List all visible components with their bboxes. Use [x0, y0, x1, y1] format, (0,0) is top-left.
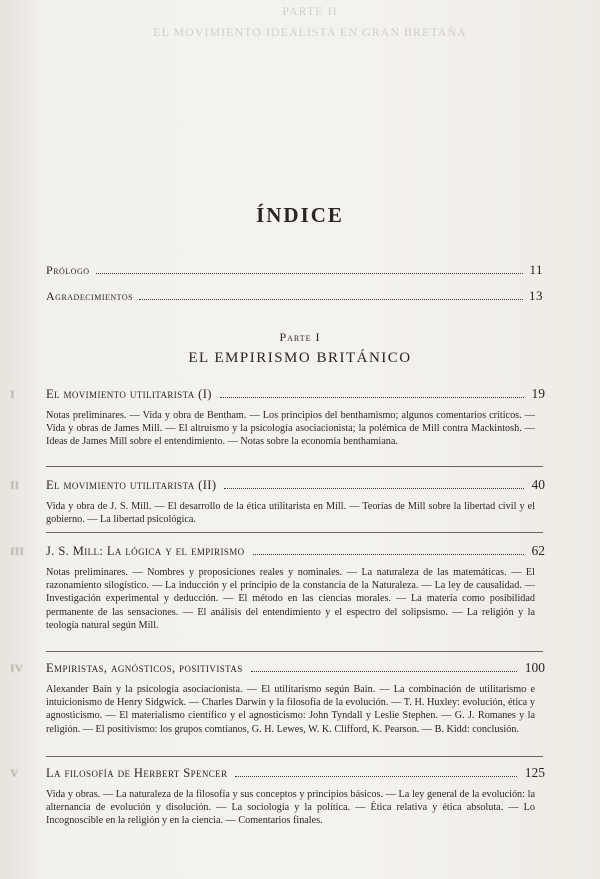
dot-leader: [253, 554, 524, 555]
chapter-entry: [10, 765, 545, 828]
front-matter-label: Agradecimientos: [46, 289, 134, 303]
chapter-title: El movimiento utilitarista (II): [46, 478, 217, 492]
chapter-page: 100: [524, 660, 545, 675]
index-title: ÍNDICE: [256, 203, 344, 227]
dot-leader: [224, 488, 523, 489]
chapter-entry: [10, 660, 545, 736]
chapter-page: 19: [531, 386, 545, 401]
divider: [46, 532, 543, 533]
dot-leader: [251, 671, 517, 672]
front-matter-label: Prólogo: [46, 263, 90, 277]
chapter-title: La filosofía de Herbert Spencer: [46, 766, 228, 780]
chapter-number: III: [10, 544, 25, 558]
chapter-entry: [10, 386, 545, 449]
chapter-summary: Alexander Bain y la psicología asociacionista. — El utilitarismo según Bain. — La combinación de utilitarismo e intuicionismo de Henry Sidgwick. — Charles Darwin y la filosofía de la evolución. — T. H. Huxley: evolución, ética y agnosticismo. — El materialismo científico y el agnosticismo: John Tyndall y Leslie Stephen. — G. J. Romanes y la religión. — El positivismo: los grupos comtianos, G. H. Lewes, W. K. Clifford, K. Pearson. — B. Kidd: conclusión.: [46, 684, 535, 735]
front-matter-page: 13: [529, 288, 543, 303]
divider: [46, 651, 543, 652]
dot-leader: [220, 397, 524, 398]
chapter-page: 62: [531, 543, 545, 558]
chapter-entry: [10, 543, 545, 632]
chapter-page: 125: [524, 765, 545, 780]
divider: [46, 466, 543, 467]
chapter-title: J. S. Mill: La lógica y el empirismo: [46, 544, 245, 558]
chapter-number: V: [10, 766, 19, 780]
chapter-summary: Vida y obra de J. S. Mill. — El desarrollo de la ética utilitarista en Mill. — Teorías de Mill sobre la libertad civil y el gobierno. — La libertad psicológica.: [46, 501, 535, 526]
front-matter-agradecimientos: [46, 288, 543, 304]
divider: [46, 756, 543, 757]
chapter-page: 40: [531, 477, 545, 492]
chapter-summary: Notas preliminares. — Vida y obra de Bentham. — Los principios del benthamismo; algunos comentarios críticos. — Vida y obras de James Mill. — El altruismo y la psicología asociacionista; la polémica de Mill contra Mackintosh. — Ideas de James Mill sobre el entendimiento. — Notas sobre la economía benthamiana.: [46, 410, 535, 448]
chapter-number: I: [10, 387, 15, 401]
dot-leader: [235, 776, 516, 777]
chapter-entry: [10, 477, 545, 526]
part-title: EL EMPIRISMO BRITÁNICO: [188, 350, 412, 366]
chapter-number: IV: [10, 661, 24, 675]
dot-leader: [96, 273, 524, 274]
chapter-title: El movimiento utilitarista (I): [46, 387, 212, 401]
chapter-summary: Vida y obras. — La naturaleza de la filosofía y sus conceptos y principios básicos. — La ley general de la evolución: la alternancia de evolución y disolución. — La sociología y la política. — Ética relativa y ética absoluta. — Lo Incognoscible en la religión y en la ciencia. — Comentarios finales.: [46, 789, 535, 827]
chapter-number: II: [10, 478, 20, 492]
front-matter-page: 11: [529, 262, 543, 277]
dot-leader: [139, 299, 523, 300]
chapter-title: Empiristas, agnósticos, positivistas: [46, 661, 243, 675]
front-matter-prologo: [46, 262, 543, 278]
show-through-text: PARTE II EL MOVIMIENTO IDEALISTA EN GRAN BRETAÑA: [153, 4, 467, 39]
part-label: Parte I: [279, 330, 321, 344]
chapter-summary: Notas preliminares. — Nombres y proposiciones reales y nominales. — La naturaleza de las matemáticas. — El razonamiento silogístico. — La inducción y el principio de la constancia de la Naturaleza. — La ley de causalidad. — Investigación experimental y deducción. — El método en las ciencias morales. — La materia como posibilidad permanente de las sensaciones. — El análisis del entendimiento y el espectro del solipsismo. — La religión y la teología natural según Mill.: [46, 567, 535, 631]
